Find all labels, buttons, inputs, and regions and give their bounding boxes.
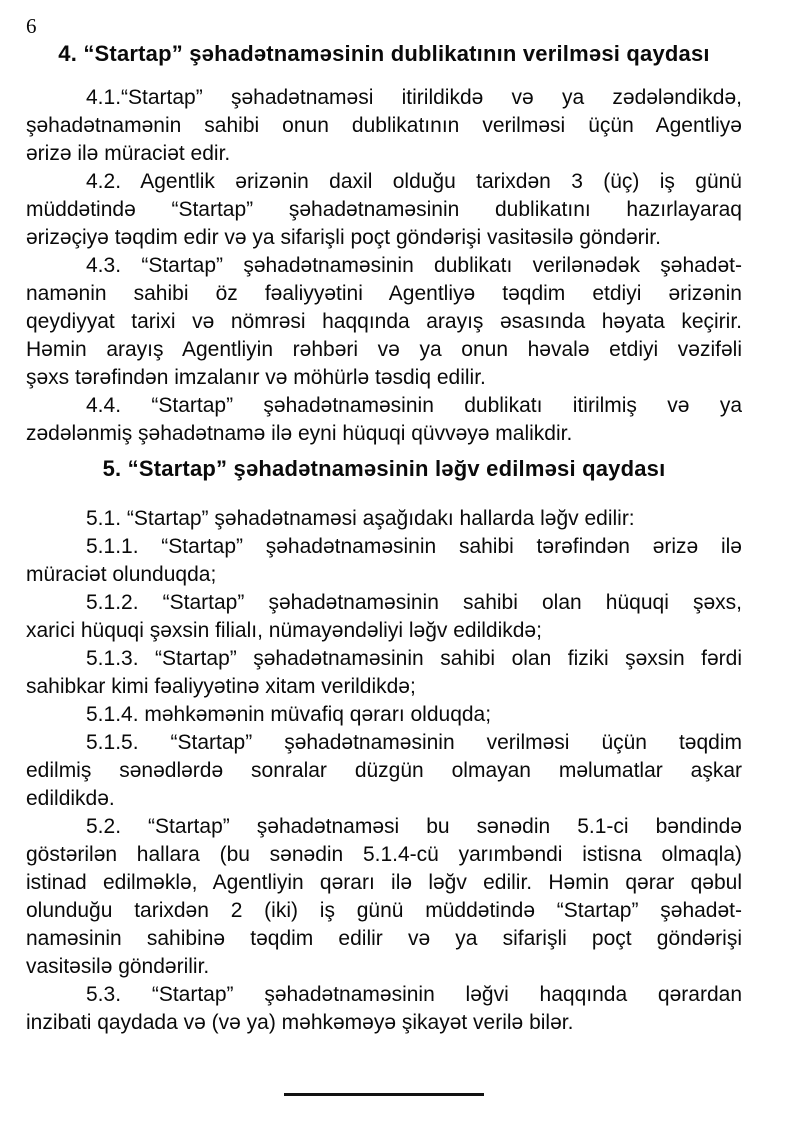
text-line: qeydiyyat tarixi və nömrəsi haqqında arayış əsasında həyata keçirir. <box>26 310 742 333</box>
paragraph <box>26 533 742 589</box>
text-line: istinad edilməklə, Agentliyin qərarı ilə ləğv edilir. Həmin qərar qəbul <box>26 871 742 894</box>
paragraph <box>26 981 742 1037</box>
section-heading: 5. “Startap” şəhadətnaməsinin ləğv edilməsi qaydası <box>102 456 666 481</box>
text-line: 4.2. Agentlik ərizənin daxil olduğu tarixdən 3 (üç) iş günü <box>86 170 742 193</box>
paragraph <box>26 701 742 729</box>
paragraph <box>26 729 742 813</box>
paragraph <box>26 589 742 645</box>
text-line: 5.1.2. “Startap” şəhadətnaməsinin sahibi olan hüquqi şəxs, <box>86 591 742 614</box>
text-line: 4.1.“Startap” şəhadətnaməsi itirildikdə və ya zədələndikdə, <box>86 86 742 109</box>
text-line: sahibkar kimi fəaliyyətinə xitam verildikdə; <box>26 675 416 698</box>
text-line: 5.2. “Startap” şəhadətnaməsi bu sənədin 5.1-ci bəndində <box>86 815 742 838</box>
text-line: göstərilən hallara (bu sənədin 5.1.4-cü yarımbəndi istisna olmaqla) <box>26 843 742 866</box>
text-line: 5.1.5. “Startap” şəhadətnaməsinin verilməsi üçün təqdim <box>86 731 742 754</box>
text-line: Həmin arayış Agentliyin rəhbəri və ya onun həvalə etdiyi vəzifəli <box>26 338 742 361</box>
footer-rule <box>284 1093 484 1096</box>
text-line: 4.3. “Startap” şəhadətnaməsinin dublikatı verilənədək şəhadət- <box>86 254 742 277</box>
paragraph <box>26 252 742 392</box>
paragraph <box>26 168 742 252</box>
text-line: edilmiş sənədlərdə sonralar düzgün olmayan məlumatlar aşkar <box>26 759 742 782</box>
text-line: naməsinin sahibinə təqdim edilir və ya sifarişli poçt göndərişi <box>26 927 742 950</box>
section-heading: 4. “Startap” şəhadətnaməsinin dublikatının verilməsi qaydası <box>58 41 710 66</box>
paragraph <box>26 392 742 448</box>
text-line: ərizə ilə müraciət edir. <box>26 142 231 165</box>
paragraph <box>26 84 742 168</box>
paragraph <box>26 813 742 981</box>
text-line: müddətində “Startap” şəhadətnaməsinin dublikatını hazırlayaraq <box>26 198 742 221</box>
text-line: şəxs tərəfindən imzalanır və möhürlə təsdiq edilir. <box>26 366 486 389</box>
paragraph <box>26 645 742 701</box>
text-line: 5.1.4. məhkəmənin müvafiq qərarı olduqda; <box>86 703 492 726</box>
document-body <box>26 40 742 1037</box>
text-line: olunduğu tarixdən 2 (iki) iş günü müddətində “Startap” şəhadət- <box>26 899 742 922</box>
text-line: zədələnmiş şəhadətnamə ilə eyni hüquqi qüvvəyə malikdir. <box>26 422 573 445</box>
text-line: 4.4. “Startap” şəhadətnaməsinin dublikatı itirilmiş və ya <box>86 394 742 417</box>
text-line: müraciət olunduqda; <box>26 563 217 586</box>
text-line: 5.1.1. “Startap” şəhadətnaməsinin sahibi tərəfindən ərizə ilə <box>86 535 742 558</box>
text-line: xarici hüquqi şəxsin filialı, nümayəndəliyi ləğv edildikdə; <box>26 619 542 642</box>
text-line: namənin sahibi öz fəaliyyətini Agentliyə təqdim etdiyi ərizənin <box>26 282 742 305</box>
text-line: şəhadətnamənin sahibi onun dublikatının verilməsi üçün Agentliyə <box>26 114 742 137</box>
text-line: 5.3. “Startap” şəhadətnaməsinin ləğvi haqqında qərardan <box>86 983 742 1006</box>
text-line: 5.1. “Startap” şəhadətnaməsi aşağıdakı hallarda ləğv edilir: <box>86 507 635 530</box>
text-line: 5.1.3. “Startap” şəhadətnaməsinin sahibi olan fiziki şəxsin fərdi <box>86 647 742 670</box>
text-line: ərizəçiyə təqdim edir və ya sifarişli poçt göndərişi vasitəsilə göndərir. <box>26 226 661 249</box>
text-line: vasitəsilə göndərilir. <box>26 955 210 978</box>
text-line: edildikdə. <box>26 787 115 810</box>
page-number: 6 <box>26 14 37 38</box>
text-line: inzibati qaydada və (və ya) məhkəməyə şikayət verilə bilər. <box>26 1011 574 1034</box>
paragraph <box>26 505 742 533</box>
